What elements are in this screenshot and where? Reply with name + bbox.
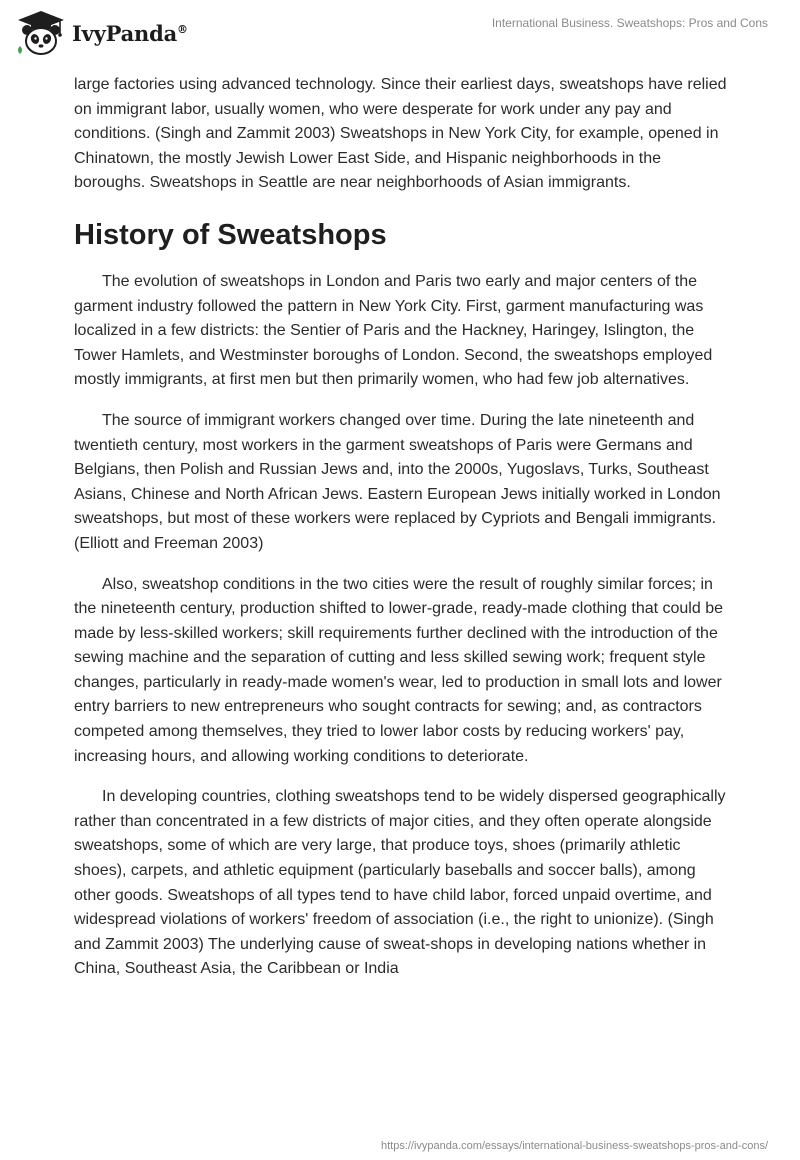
page-header (0, 0, 800, 70)
brand-name: IvyPanda® (72, 20, 188, 46)
source-url[interactable]: https://ivypanda.com/essays/international-business-sweatshops-pros-and-cons/ (380, 1140, 768, 1152)
section-heading: History of Sweatshops (74, 218, 387, 251)
paragraph: The evolution of sweatshops in London and Paris two early and major centers of the garment industry followed the pattern in New York City. First, garment manufacturing was localized in a few districts: the Sentier of Paris and the Hackney, Haringey, Islington, the Tower Hamlets, and Westminster boroughs of London. Second, the sweatshops employed mostly immigrants, at first men but then primarily women, who had few job alternatives. (74, 272, 713, 389)
paragraph: The source of immigrant workers changed over time. During the late nineteenth and twentieth century, most workers in the garment sweatshops of Paris were Germans and Belgians, then Polish and Russian Jews and, into the 2000s, Yugoslavs, Turks, Southeast Asians, Chinese and North African Jews. Eastern European Jews initially worked in London sweatshops, but most of these workers were replaced by Cypriots and Bengali immigrants. (Elliott and Freeman 2003) (74, 411, 721, 552)
brand-logo[interactable] (14, 8, 188, 58)
article-body (74, 73, 734, 982)
document-title: International Business. Sweatshops: Pros and Cons (491, 16, 768, 30)
paragraph: Also, sweatshop conditions in the two cities were the result of roughly similar forces; in the nineteenth century, production shifted to lower-grade, ready-made clothing that could be made by less-skilled workers; skill requirements further declined with the introduction of the sewing machine and the separation of cutting and less skilled sewing work; frequent style changes, particularly in ready-made women's wear, led to production in small lots and lower entry barriers to new entrepreneurs who sought contracts for sewing; and, as contractors competed among themselves, they tried to lower labor costs by reducing workers' pay, increasing hours, and allowing working conditions to deteriorate. (74, 575, 723, 765)
intro-paragraph: large factories using advanced technology. Since their earliest days, sweatshops have relied on immigrant labor, usually women, who were desperate for work under any pay and conditions. (Singh and Zammit 2003) Sweatshops in New York City, for example, opened in Chinatown, the mostly Jewish Lower East Side, and Hispanic neighborhoods in the boroughs. Sweatshops in Seattle are near neighborhoods of Asian immigrants. (74, 76, 727, 192)
panda-graduation-cap-icon (14, 8, 68, 58)
paragraph: In developing countries, clothing sweatshops tend to be widely dispersed geographically rather than concentrated in a few districts of major cities, and they often operate alongside sweatshops, some of which are very large, that produce toys, shoes (primarily athletic shoes), carpets, and athletic equipment (particularly baseballs and soccer balls), among other goods. Sweatshops of all types tend to have child labor, forced unpaid overtime, and widespread violations of workers' freedom of association (i.e., the right to unionize). (Singh and Zammit 2003) The underlying cause of sweat-shops in developing nations whether in China, Southeast Asia, the Caribbean or India (74, 788, 726, 978)
